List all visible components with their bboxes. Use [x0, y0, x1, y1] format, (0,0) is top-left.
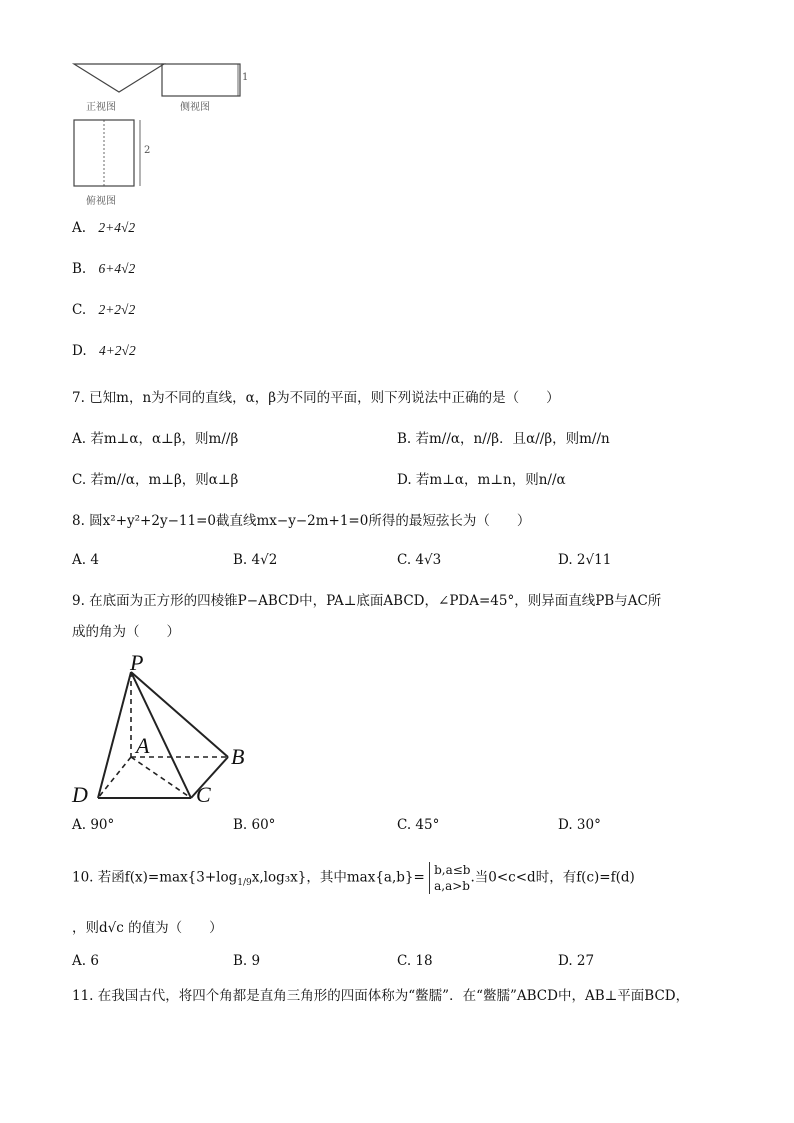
- q9-stem-line1: 9. 在底面为正方形的四棱锥P−ABCD中，PA⊥底面ABCD，∠PDA=45°，则异面直线PB与AC所: [72, 593, 662, 609]
- vertex-label-p: P: [130, 650, 144, 675]
- q7-option-d: D. 若m⊥α，m⊥n，则n//α: [397, 472, 566, 488]
- option-letter: B.: [72, 261, 87, 277]
- q10-option-b: B. 9: [233, 953, 261, 969]
- piece-2: a,a>b: [434, 879, 470, 893]
- q6-option-d: [72, 343, 136, 359]
- piece-1: b,a≤b: [434, 863, 471, 877]
- option-letter: A.: [72, 220, 87, 236]
- option-value: 4+2√2: [98, 343, 136, 358]
- option-letter: C.: [72, 302, 87, 318]
- q10-func: x,log₃x}，其中max{a,b}=: [251, 869, 425, 886]
- q10-part1: 10. 若函f(x)=max{3+log: [72, 869, 238, 886]
- q7-option-a: A. 若m⊥α，α⊥β，则m//β: [72, 431, 239, 447]
- q10-option-c: C. 18: [397, 953, 433, 969]
- q8-option-d: D. 2√11: [558, 552, 612, 568]
- q7-option-b: B. 若m//α，n//β．且α//β，则m//n: [397, 431, 610, 447]
- log-base: 1/9: [237, 878, 252, 889]
- q10-stem: [72, 862, 635, 894]
- side-height-label: 1: [242, 72, 249, 83]
- piecewise: [429, 862, 470, 894]
- vertex-label-a: A: [136, 733, 150, 758]
- q7-option-c: C. 若m//α，m⊥β，则α⊥β: [72, 472, 239, 488]
- three-view-figure: [68, 58, 258, 208]
- side-view-label: 侧视图: [180, 102, 210, 113]
- q9-stem-line2: 成的角为（ ）: [72, 624, 180, 640]
- vertex-label-c: C: [196, 782, 211, 807]
- q8-option-a: A. 4: [72, 552, 99, 568]
- vertex-label-b: B: [231, 744, 245, 769]
- q9-option-c: C. 45°: [397, 817, 440, 833]
- top-height-label: 2: [144, 145, 151, 156]
- q8-option-c: C. 4√3: [397, 552, 442, 568]
- q10-option-a: A. 6: [72, 953, 99, 969]
- pyramid-figure: [68, 650, 268, 810]
- q11-stem: 11. 在我国古代，将四个角都是直角三角形的四面体称为“鳖臑”．在“鳖臑”ABCD中，AB⊥平面BCD，: [72, 988, 690, 1004]
- q9-option-a: A. 90°: [72, 817, 115, 833]
- top-view-label: 俯视图: [86, 196, 116, 207]
- option-value: 2+4√2: [98, 220, 136, 235]
- option-value: 6+4√2: [98, 261, 136, 276]
- front-view-label: 正视图: [86, 102, 116, 113]
- q9-option-d: D. 30°: [558, 817, 601, 833]
- option-value: 2+2√2: [98, 302, 136, 317]
- q6-option-b: [72, 261, 135, 277]
- q9-option-b: B. 60°: [233, 817, 276, 833]
- q7-stem: 7. 已知m，n为不同的直线，α，β为不同的平面，则下列说法中正确的是（ ）: [72, 390, 560, 406]
- vertex-label-d: D: [72, 782, 88, 807]
- q6-option-c: [72, 302, 135, 318]
- q8-stem: 8. 圆x²+y²+2y−11=0截直线mx−y−2m+1=0所得的最短弦长为（ ）: [72, 513, 531, 529]
- q6-option-a: [72, 220, 135, 236]
- option-letter: D.: [72, 343, 87, 359]
- q10-option-d: D. 27: [558, 953, 595, 969]
- q10-part2: .当0<c<d时，有f(c)=f(d): [470, 869, 635, 886]
- q10-stem-line2: ，则d√c 的值为（ ）: [72, 920, 223, 936]
- q8-option-b: B. 4√2: [233, 552, 278, 568]
